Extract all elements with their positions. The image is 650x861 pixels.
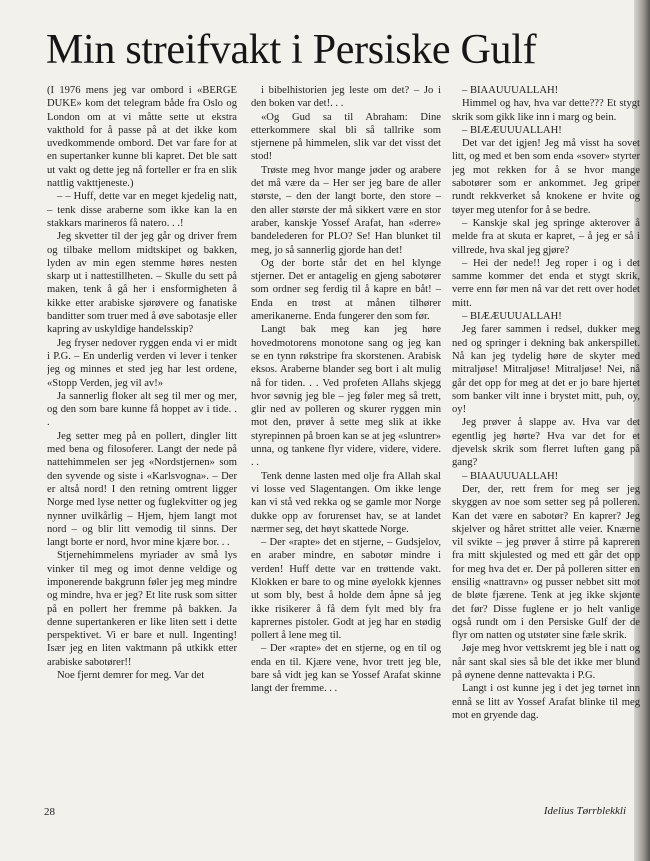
paragraph: Ja sannerlig floker alt seg til mer og mer, og den som bare kunne få hoppet av i tide. . . xyxy=(47,390,237,429)
paragraph: Jøje meg hvor vettskremt jeg ble i natt og når sant skal sies så ble det ikke mer blund på øynene denne nattevakta i P.G. xyxy=(452,643,640,682)
paragraph: Og der borte står det en hel klynge stjerner. Det er antagelig en gjeng sabotører som ordner seg ferdig til å kapre en båt! – Enda en trøst at månen tilhører amerikanerne. Enda fungerer den som før. xyxy=(251,257,441,323)
paragraph: Jeg prøver å slappe av. Hva var det egentlig jeg hørte? Hva var det for et djevelsk skrik som flerret luften gang på gang? xyxy=(452,417,640,469)
paragraph: Det var det igjen! Jeg må visst ha sovet litt, og med et ben som enda «sover» styrter jeg mot rekken for å se hvor mange sabotører som er ankommet. Jeg griper rundt rekkverket så knokene er hvite og tøyer meg utenfor for å se bedre. xyxy=(452,138,640,216)
paragraph: Langt i ost kunne jeg i det jeg tørnet inn ennå se litt av Yossef Arafat blinke til meg mot en gryende dag. xyxy=(452,683,640,721)
article-title: Min streifvakt i Persiske Gulf xyxy=(46,27,537,73)
paragraph: Trøste meg hvor mange jøder og arabere det må være da – Her ser jeg bare de aller største, – den der langt borte, den store – den aller største der må sikkert være en stor araber, kanskje Yossef Arafat, han «derre» bandelederen for PLO? Se! Han blunket til meg, jo så sannerlig gjorde han det! xyxy=(251,164,441,256)
paragraph: – BIÆÆUUUALLAH! xyxy=(462,311,562,323)
paragraph: – BIAAUUUALLAH! xyxy=(462,470,559,482)
paragraph: «Og Gud sa til Abraham: Dine etterkommere skal bli så tallrike som stjernene på himmelen, slik var det visst det stod! xyxy=(251,111,441,163)
paragraph: (I 1976 mens jeg var ombord i «BERGE DUKE» kom det telegram både fra Oslo og London om at vi måtte sette ut ekstra vakthold for å passe på at det ikke kom uvedkommende ombord. Det var fare for at en supertanker kunne bli kapret. Det ble satt ut vakt og dette jeg nå forteller er fra en slik nattlig vakttjeneste.) xyxy=(47,85,237,190)
text-column-1 xyxy=(47,84,237,792)
paragraph: – Der «rapte» det en stjerne, og en til og enda en til. Kjære vene, hvor trett jeg ble, bare så vidt jeg kan se Yossef Arafat skinne langt der fremme. . . xyxy=(251,643,441,695)
paragraph: Jeg skvetter til der jeg går og driver frem og tilbake mellom midtskipet og bakken, lyden av min egen stemme høres nesten skarp ut i nattestillheten. – Skulle du sett på maken, tenk å gå her i ensformigheten å kikke etter arabiske sjørøvere og fanatiske banditter som truer med å øve sabotasje eller kapring av uskyldige handelsskip? xyxy=(47,231,237,336)
paragraph: Der, der, rett frem for meg ser jeg skyggen av noe som setter seg på polleren. Kan det være en sabotør? En kaprer? Jeg skjelver og håret strittet alle veier. Knærne vil svikte – jeg prøver å stirre på kapreren fra mitt skjulested og med ett går det opp for meg hva det er. Der på polleren sitter en ensilig «nattravn» og pusser nebbet sitt mot de bløte fjærene. Tenk at jeg ikke skjønte det før? Disse fuglene er jo helt vanlige også rundt om i den Persiske Gulf der de flyr om natten og utstøter sine fæle skrik. xyxy=(452,483,640,642)
paragraph: Stjernehimmelens myriader av små lys vinker til meg og imot denne veldige og imponerende bakgrunn føler jeg meg mindre og mindre, hva er jeg? Et lite rusk som sitter på en pollert her fremme på bakken. Ja denne supertankeren er like liten sett i dette perspektivet. Vi er bare et null. Ingenting! Især jeg en liten vaktmann på utkikk etter arabiske sabotører!! xyxy=(47,550,237,668)
text-column-2 xyxy=(251,84,441,792)
paragraph: – Kanskje skal jeg springe akterover å melde fra at skuta er kapret, – å jeg er så i villrede, hva skal jeg gjøre? xyxy=(452,217,640,256)
paragraph: Langt bak meg kan jeg høre hovedmotorens monotone sang og jeg kan se en tynn røkstripe fra skorstenen. Arabisk eksos. Araberne blander seg bort i alt mulig nå for tiden. . . Ved profeten Allahs skjegg hvor søvnig jeg ble – jeg føler meg så trett, glir ned av polleren og skurer ryggen min mot den, prøver å sette meg slik at ikke styrepinnen på broen kan se at jeg «sluntrer» unna, og tankene flyr videre, videre, videre. . . xyxy=(251,324,441,469)
paragraph: – Hei der nede!! Jeg roper i og i det samme kommer det enda et stygt skrik, verre enn før men nå var det rett over hodet mitt. xyxy=(452,257,640,309)
paragraph: – BIÆÆUUUALLAH! xyxy=(462,124,562,136)
paragraph: Jeg farer sammen i redsel, dukker meg ned og springer i dekning bak ankerspillet. Nå kan jeg tydelig høre de skyter med mitraljøse! Mitraljøse! Mitraljøse! Nei, nå går det opp for meg at det er jo bare hjertet som banker vilt inne i brystet mitt, puh, oy, oy! xyxy=(452,324,640,416)
paragraph: Noe fjernt demrer for meg. Var det xyxy=(57,670,205,682)
page-number: 28 xyxy=(44,806,55,818)
paragraph: – Der «rapte» det en stjerne, – Gudsjelov, en araber mindre, en sabotør mindre i verden! Huff dette var en trøttende vakt. Klokken er bare to og mine øyelokk kjennes ut som bly, best å holde dem åpne så jeg ikke risikerer å få dem fylt med bly fra kaprernes pistoler. Godt at jeg har en stødig pollert å lene meg til. xyxy=(251,537,441,642)
author-signature: Idelius Tørrblekkli xyxy=(543,805,626,817)
text-column-3 xyxy=(452,84,640,792)
paragraph: Tenk denne lasten med olje fra Allah skal vi losse ved Slagentangen. Om ikke lenge kan vi stå ved rekka og se gamle mor Norge dukke opp av forurenset hav, se at landet nærmer seg, det høyt skattede Norge. xyxy=(251,470,441,535)
paragraph: Jeg setter meg på en pollert, dingler litt med bena og filosoferer. Langt der nede på nattehimmelen ser jeg «Nordstjernen» som den syvende og siste i «Karlsvogna». – Der er altså nord! I den retning omtrent ligger Norge med lyse netter og fuglekvitter og jeg nynner uvilkårlig – Hjem, hjem langt mot nord – og blir litt vemodig til sinns. Der langt borte er nord, hvor mine kjære bor. . . xyxy=(47,430,237,549)
paragraph: – BIAAUUUALLAH! xyxy=(462,85,559,96)
paragraph: Jeg fryser nedover ryggen enda vi er midt i P.G. – En underlig verden vi lever i tenker jeg og minnes et sted jeg har lest ordene, «Stopp Verden, jeg vil av!» xyxy=(47,337,237,389)
paragraph: – – Huff, dette var en meget kjedelig natt, – tenk disse araberne som ikke kan la en stakkars marineros få natero. . .! xyxy=(47,191,237,229)
paragraph: i bibelhistorien jeg leste om det? – Jo i den boken var det!. . . xyxy=(251,85,441,110)
paragraph: Himmel og hav, hva var dette??? Et stygt skrik som gikk like inn i marg og bein. xyxy=(452,98,640,123)
